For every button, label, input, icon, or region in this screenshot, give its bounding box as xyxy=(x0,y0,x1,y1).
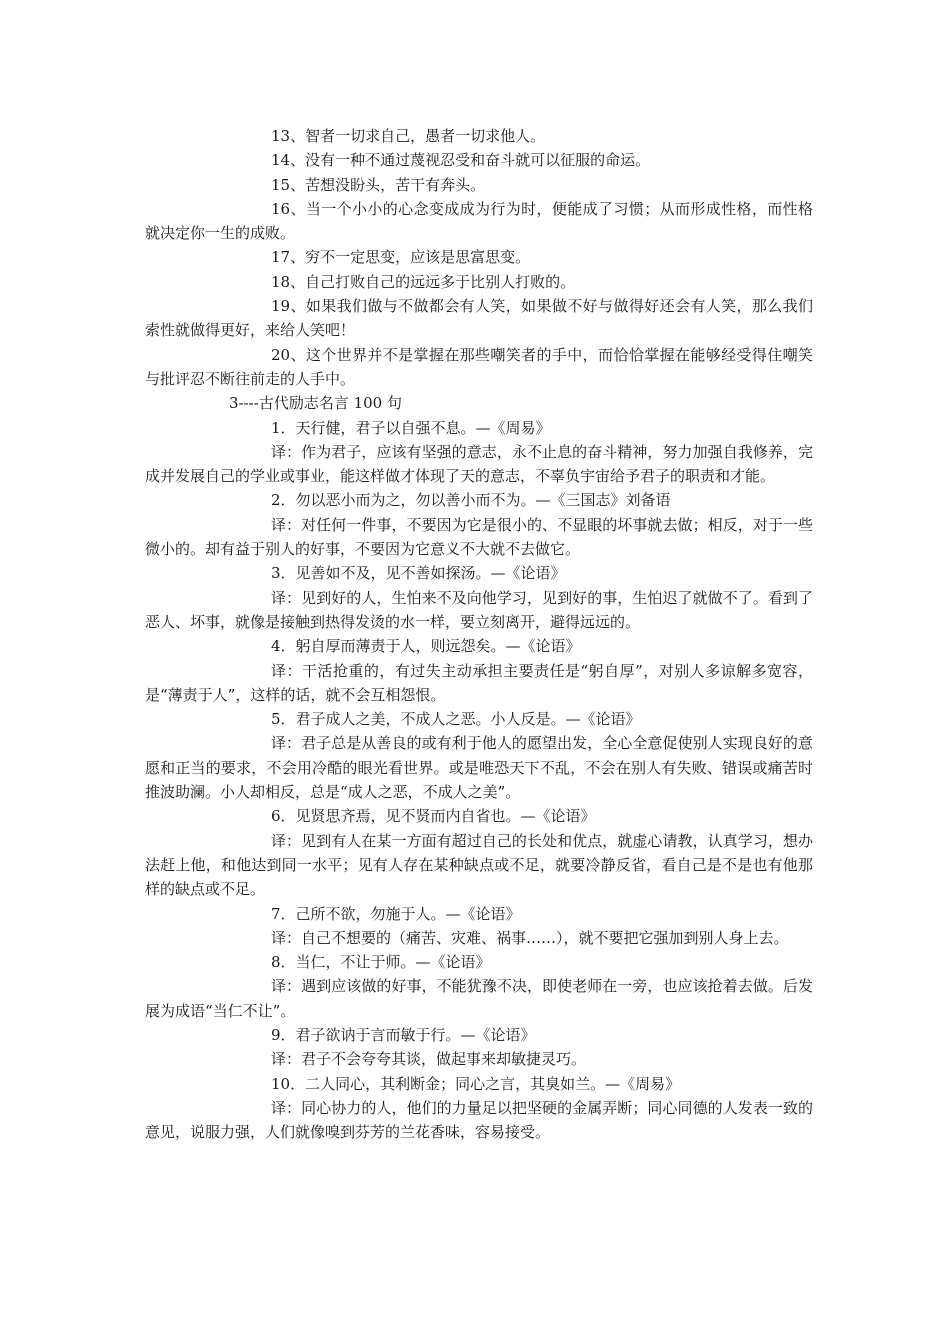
quote-3-translation: 译：见到好的人，生怕来不及向他学习，见到好的事，生怕迟了就做不了。看到了恶人、坏事，就像是接触到热得发烫的水一样，要立刻离开，避得远远的。 xyxy=(145,588,813,631)
paragraph-19: 19、如果我们做与不做都会有人笑，如果做不好与做得好还会有人笑，那么我们索性就做得更好，来给人笑吧！ xyxy=(145,297,813,340)
quote-7: 7．己所不欲，勿施于人。—《论语》 xyxy=(271,904,521,923)
quote-6: 6．见贤思齐焉，见不贤而内自省也。—《论语》 xyxy=(271,807,596,826)
quote-6-translation: 译：见到有人在某一方面有超过自己的长处和优点，就虚心请教，认真学习，想办法赶上他，和他达到同一水平；见有人存在某种缺点或不足，就要冷静反省，看自己是不是也有他那样的缺点或不足。 xyxy=(145,831,813,899)
quote-5: 5．君子成人之美，不成人之恶。小人反是。—《论语》 xyxy=(271,710,641,729)
paragraph-13: 13、智者一切求自己，愚者一切求他人。 xyxy=(271,127,546,145)
quote-1: 1．天行健，君子以自强不息。—《周易》 xyxy=(271,418,551,437)
quote-4: 4．躬自厚而薄责于人，则远怨矣。—《论语》 xyxy=(271,637,581,656)
quote-8-translation: 译：遇到应该做的好事，不能犹豫不决，即使老师在一旁，也应该抢着去做。后发展为成语“当仁不让”。 xyxy=(145,977,813,1020)
quote-3: 3．见善如不及，见不善如探汤。—《论语》 xyxy=(271,564,566,583)
quote-2: 2．勿以恶小而为之，勿以善小而不为。—《三国志》刘备语 xyxy=(271,491,671,510)
quote-9: 9．君子欲讷于言而敏于行。—《论语》 xyxy=(271,1025,536,1044)
section-title: 3----古代励志名言 100 句 xyxy=(229,394,402,413)
paragraph-17: 17、穷不一定思变，应该是思富思变。 xyxy=(271,248,531,267)
quote-7-translation: 译：自己不想要的（痛苦、灾难、祸事……），就不要把它强加到别人身上去。 xyxy=(271,928,789,947)
paragraph-18: 18、自己打败自己的远远多于比别人打败的。 xyxy=(271,272,576,291)
paragraph-14: 14、没有一种不通过蔑视忍受和奋斗就可以征服的命运。 xyxy=(271,151,651,170)
quote-9-translation: 译：君子不会夸夸其谈，做起事来却敏捷灵巧。 xyxy=(271,1050,587,1069)
quote-5-translation: 译：君子总是从善良的或有利于他人的愿望出发，全心全意促使别人实现良好的意愿和正当的要求，不会用冷酷的眼光看世界。或是唯恐天下不乱，不会在别人有失败、错误或痛苦时推波助澜。小人却相反，总是“成人之恶，不成人之美”。 xyxy=(145,734,813,802)
quote-10-translation: 译：同心协力的人，他们的力量足以把坚硬的金属弄断；同心同德的人发表一致的意见，说服力强，人们就像嗅到芬芳的兰花香味，容易接受。 xyxy=(145,1098,813,1142)
quote-8: 8．当仁，不让于师。—《论语》 xyxy=(271,953,491,972)
document-body xyxy=(145,124,813,1144)
quote-2-translation: 译：对任何一件事，不要因为它是很小的、不显眼的坏事就去做；相反，对于一些微小的。却有益于别人的好事，不要因为它意义不大就不去做它。 xyxy=(145,515,813,559)
paragraph-20: 20、这个世界并不是掌握在那些嘲笑者的手中，而恰恰掌握在能够经受得住嘲笑与批评忍不断往前走的人手中。 xyxy=(145,345,813,388)
quote-1-translation: 译：作为君子，应该有坚强的意志，永不止息的奋斗精神，努力加强自我修养，完成并发展自己的学业或事业，能这样做才体现了天的意志，不辜负宇宙给予君子的职责和才能。 xyxy=(145,442,813,486)
paragraph-16: 16、当一个小小的心念变成成为行为时，便能成了习惯；从而形成性格，而性格就决定你一生的成败。 xyxy=(145,199,813,243)
quote-10: 10．二人同心，其利断金；同心之言，其臭如兰。—《周易》 xyxy=(271,1074,681,1093)
paragraph-15: 15、苦想没盼头，苦干有奔头。 xyxy=(271,175,486,194)
quote-4-translation: 译：干活抢重的，有过失主动承担主要责任是“躬自厚”，对别人多谅解多宽容，是“薄责于人”，这样的话，就不会互相怨恨。 xyxy=(145,661,813,704)
